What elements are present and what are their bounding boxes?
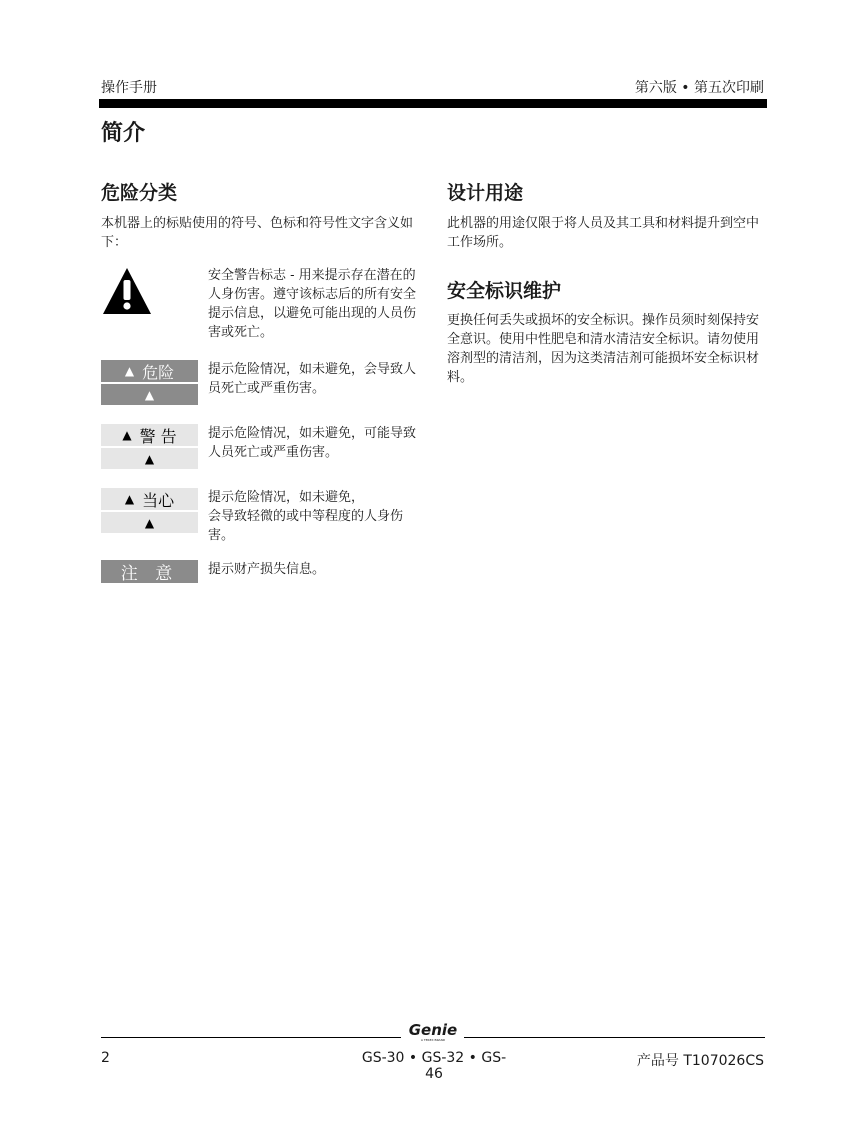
safety-alert-icon bbox=[101, 266, 153, 316]
warning-text: 提示危险情况，如未避免，可能导致人员死亡或严重伤害。 bbox=[208, 426, 417, 460]
caution-text-line-1: 提示危险情况，如未避免， bbox=[208, 490, 365, 505]
caution-symbol-strip bbox=[101, 510, 198, 533]
warning-triangle-icon: ▲ bbox=[124, 364, 135, 378]
product-number: 产品号 T107026CS bbox=[636, 1053, 764, 1069]
safety-sign-maintenance-heading: 安全标识维护 bbox=[447, 280, 562, 302]
page-title: 简介 bbox=[101, 121, 146, 146]
warning-triangle-icon: ▲ bbox=[122, 428, 132, 442]
caution-label-text: 当心 bbox=[142, 490, 175, 510]
warning-triangle-icon: ▲ bbox=[144, 451, 155, 466]
caution-text bbox=[208, 488, 418, 545]
header-edition: 第六版 • 第五次印刷 bbox=[634, 80, 764, 96]
hazard-classification-heading: 危险分类 bbox=[101, 182, 178, 204]
warning-label-text: 警 告 bbox=[139, 426, 177, 446]
warning-triangle-icon: ▲ bbox=[144, 515, 155, 530]
genie-logo bbox=[406, 1022, 460, 1042]
header-rule bbox=[99, 99, 767, 108]
genie-logo-subtext: A TEREX BRAND bbox=[420, 1038, 446, 1042]
warning-label bbox=[101, 424, 198, 469]
intended-use-text: 此机器的用途仅限于将人员及其工具和材料提升到空中工作场所。 bbox=[447, 216, 760, 250]
danger-text: 提示危险情况，如未避免，会导致人员死亡或严重伤害。 bbox=[208, 362, 417, 396]
alert-symbol-text: 安全警告标志 - 用来提示存在潜在的人身伤害。遵守该标志后的所有安全提示信息，以避免可能出现的人员伤害或死亡。 bbox=[208, 268, 417, 340]
header-manual-title: 操作手册 bbox=[101, 80, 157, 96]
notice-text: 提示财产损失信息。 bbox=[208, 562, 326, 577]
caution-label bbox=[101, 488, 198, 533]
danger-symbol-strip bbox=[101, 382, 198, 405]
notice-label-text: 注 意 bbox=[120, 564, 179, 584]
intended-use-heading: 设计用途 bbox=[447, 182, 524, 204]
safety-sign-maintenance-text: 更换任何丢失或损坏的安全标识。操作员须时刻保持安全意识。使用中性肥皂和清水清洁安全标识。请勿使用溶剂型的清洁剂，因为这类清洁剂可能损坏安全标识材料。 bbox=[447, 313, 760, 385]
footer-rule-right bbox=[464, 1037, 765, 1038]
notice-label bbox=[101, 560, 198, 583]
warning-symbol-strip bbox=[101, 446, 198, 469]
danger-label bbox=[101, 360, 198, 405]
genie-logo-text: Genie bbox=[408, 1021, 458, 1039]
hazard-intro-text: 本机器上的标贴使用的符号、色标和符号性文字含义如下： bbox=[101, 216, 414, 250]
caution-text-line-2: 会导致轻微的或中等程度的人身伤害。 bbox=[208, 509, 404, 543]
page-number: 2 bbox=[101, 1050, 110, 1066]
warning-triangle-icon: ▲ bbox=[124, 492, 135, 506]
danger-label-text: 危险 bbox=[142, 362, 175, 382]
warning-triangle-icon: ▲ bbox=[144, 387, 155, 402]
footer-rule-left bbox=[101, 1037, 401, 1038]
model-numbers: GS-30 • GS-32 • GS-46 bbox=[361, 1050, 507, 1082]
